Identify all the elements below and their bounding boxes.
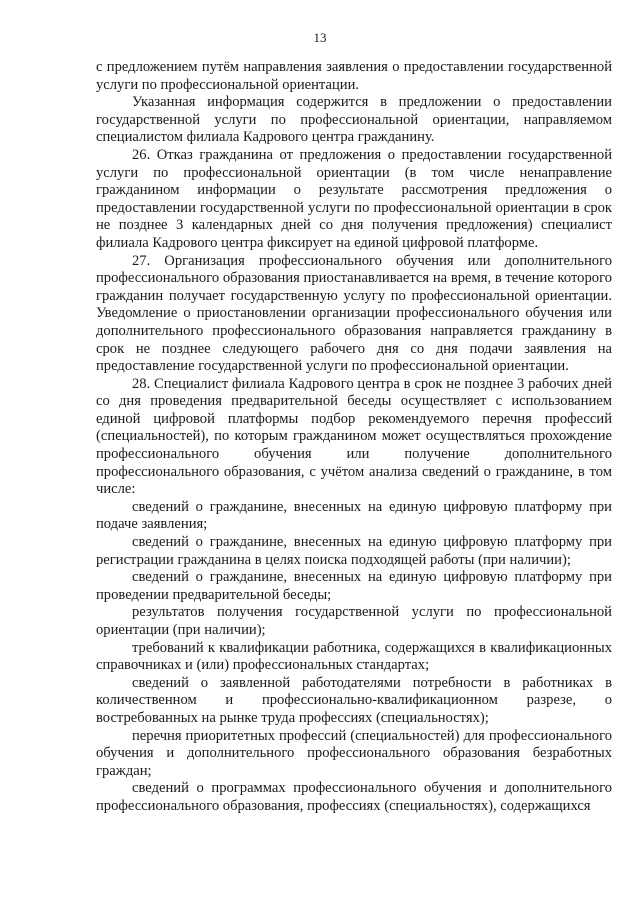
- page-number: 13: [313, 30, 327, 45]
- list-item-employer-demand: сведений о заявленной работодателями потребности в работниках в количественном и профессионально-квалификационном разрезе, о востребованных на рынке труда профессиях (специальностях);: [96, 674, 612, 726]
- paragraph-item-27: 27. Организация профессионального обучения или дополнительного профессионального образования приостанавливается на время, в течение которого гражданин получает государственную услугу по профессиональной ориентации. Уведомление о приостановлении организации профессионального обучения или дополнительного профессионального образования направляется гражданину в срок не позднее следующего рабочего дня со дня подачи заявления на предоставление государственной услуги по профессиональной ориентации.: [96, 252, 612, 375]
- list-item-priority-professions: перечня приоритетных профессий (специальностей) для профессионального обучения и дополнительного профессионального образования безработных граждан;: [96, 727, 612, 779]
- list-item-orientation-results: результатов получения государственной услуги по профессиональной ориентации (при наличии);: [96, 604, 612, 638]
- paragraph-item-26: 26. Отказ гражданина от предложения о предоставлении государственной услуги по профессиональной ориентации (в том числе ненаправление гражданином информации о результате рассмотрения предложения о предоставлении государственной услуги по профессиональной ориентации в срок не позднее 3 календарных дней со дня получения предложения) специалист филиала Кадрового центра фиксирует на единой цифровой платформе.: [96, 146, 612, 251]
- document-body: [96, 59, 612, 816]
- list-item-interview-info: сведений о гражданине, внесенных на единую цифровую платформу при проведении предварительной беседы;: [96, 569, 612, 603]
- list-item-training-programs: сведений о программах профессионального обучения и дополнительного профессионального образования, профессиях (специальностях), содержащихся: [96, 780, 612, 814]
- paragraph-continued: с предложением путём направления заявления о предоставлении государственной услуги по профессиональной ориентации.: [96, 59, 612, 93]
- paragraph-item-28: 28. Специалист филиала Кадрового центра в срок не позднее 3 рабочих дней со дня проведения предварительной беседы осуществляет с использованием единой цифровой платформы подбор рекомендуемого перечня профессий (специальностей), по которым гражданином может осуществляться прохождение профессионального обучения или получение дополнительного профессионального образования, с учётом анализа сведений о гражданине, в том числе:: [96, 375, 612, 498]
- list-item-application-info: сведений о гражданине, внесенных на единую цифровую платформу при подаче заявления;: [96, 498, 612, 533]
- list-item-registration-info: сведений о гражданине, внесенных на единую цифровую платформу при регистрации гражданина в целях поиска подходящей работы (при наличии);: [96, 534, 612, 568]
- paragraph-info-location: Указанная информация содержится в предложении о предоставлении государственной услуги по профессиональной ориентации, направляемом специалистом филиала Кадрового центра гражданину.: [96, 94, 612, 146]
- list-item-qualification-requirements: требований к квалификации работника, содержащихся в квалификационных справочниках и (или) профессиональных стандартах;: [96, 639, 612, 674]
